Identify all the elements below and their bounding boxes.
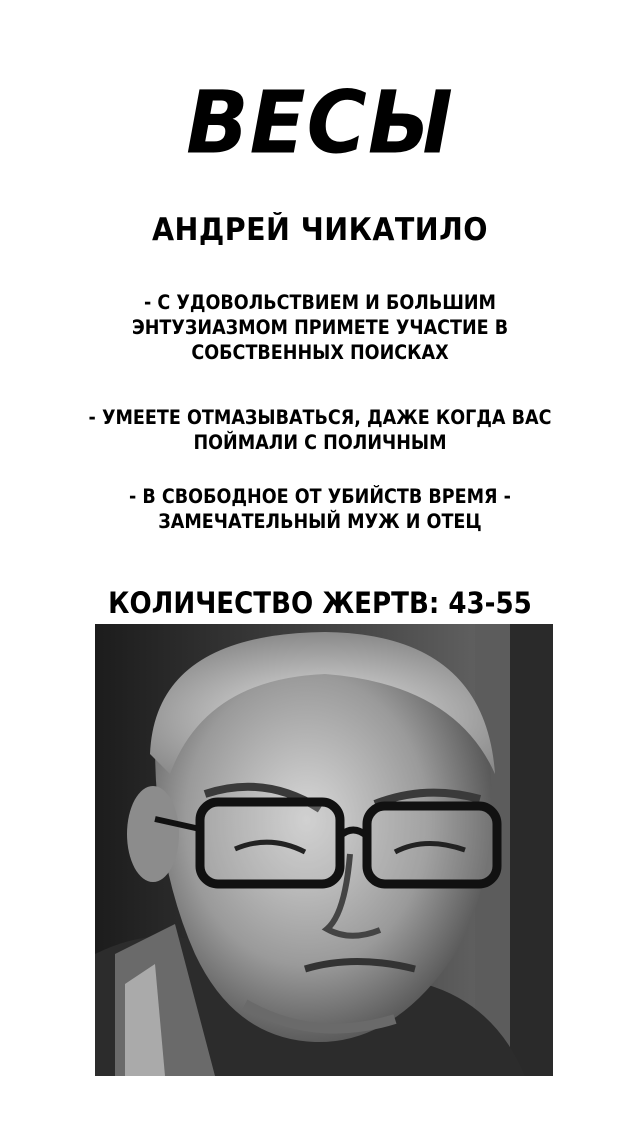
trait-text: - УМЕЕТЕ ОТМАЗЫВАТЬСЯ, ДАЖЕ КОГДА ВАС ПОЙМАЛИ С ПОЛИЧНЫМ <box>88 406 552 454</box>
zodiac-sign-title: ВЕСЫ <box>186 73 454 174</box>
portrait-photo <box>95 624 553 1076</box>
trait-text: - С УДОВОЛЬСТВИЕМ И БОЛЬШИМ ЭНТУЗИАЗМОМ ПРИМЕТЕ УЧАСТИЕ В СОБСТВЕННЫХ ПОИСКАХ <box>131 291 509 364</box>
person-name: АНДРЕЙ ЧИКАТИЛО <box>151 212 488 248</box>
victims-count: КОЛИЧЕСТВО ЖЕРТВ: 43-55 <box>108 586 532 620</box>
trait-text: - В СВОБОДНОЕ ОТ УБИЙСТВ ВРЕМЯ - ЗАМЕЧАТЕЛЬНЫЙ МУЖ И ОТЕЦ <box>129 485 511 533</box>
